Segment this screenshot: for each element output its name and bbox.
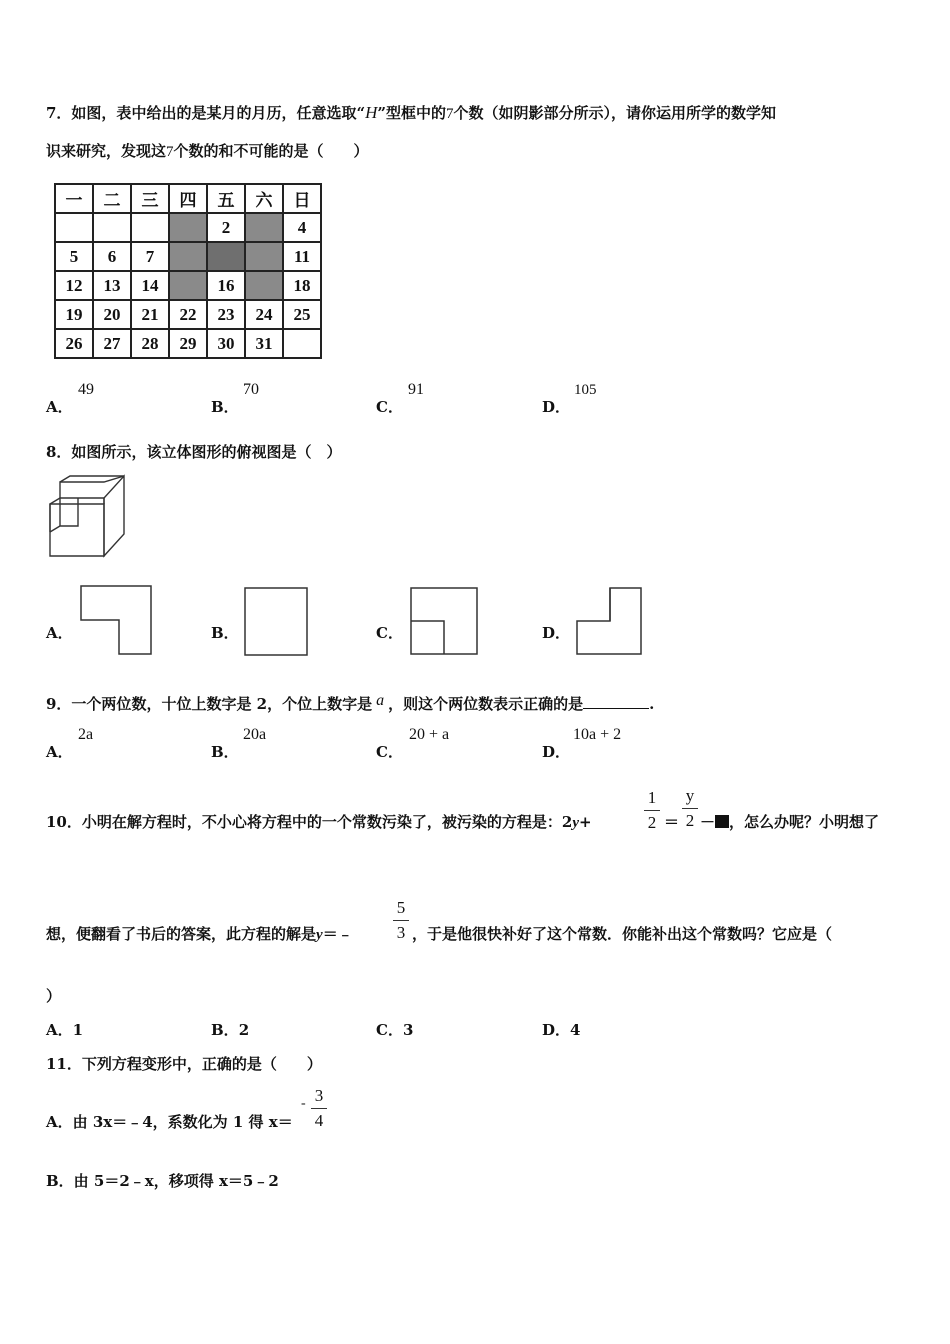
calendar-cell: 20 — [93, 300, 131, 329]
calendar-cell: 22 — [169, 300, 207, 329]
q11-option-b: B．由 5＝2﹣x，移项得 x＝5﹣2 — [46, 1172, 279, 1190]
q9-option-a-value: 2a — [78, 726, 94, 743]
calendar-cell: 12 — [55, 271, 93, 300]
calendar-row — [55, 213, 321, 242]
calendar-header: 日 — [283, 184, 321, 213]
calendar-header: 五 — [207, 184, 245, 213]
q9-option-c-label: C． — [376, 743, 403, 761]
q10-line1: 10．小明在解方程时，不小心将方程中的一个常数污染了，被污染的方程是：2y+ — [46, 813, 592, 831]
calendar-cell-shaded — [245, 213, 283, 242]
q7-line1: 7．如图，表中给出的是某月的月历，任意选取“H”型框中的7个数（如阴影部分所示），请你运用所学的数学知 — [46, 103, 777, 122]
q11-option-a: A．由 3x＝﹣4，系数化为 1 得 x＝ — [46, 1113, 293, 1131]
calendar-cell: 16 — [207, 271, 245, 300]
calendar-cell: 24 — [245, 300, 283, 329]
solid-figure-diagram — [48, 474, 128, 558]
fraction-five-thirds: 5 3 — [393, 898, 409, 943]
q10-option-b: B．2 — [211, 1021, 250, 1039]
answer-blank — [583, 696, 649, 709]
q9-option-c-value: 20 + a — [409, 726, 450, 743]
calendar-cell: 25 — [283, 300, 321, 329]
q8-option-a-figure — [80, 585, 152, 655]
calendar-cell — [93, 213, 131, 242]
calendar-table — [54, 183, 322, 359]
q8-option-d-figure — [576, 587, 642, 655]
calendar-cell: 31 — [245, 329, 283, 358]
fraction-y-half: y 2 — [682, 786, 698, 831]
q9-option-d-value: 10a + 2 — [573, 726, 622, 743]
q7-option-a-label: A． — [46, 398, 73, 416]
calendar-cell: 6 — [93, 242, 131, 271]
calendar-row — [55, 271, 321, 300]
calendar-cell: 27 — [93, 329, 131, 358]
fraction-one-half: 1 2 — [644, 788, 660, 833]
q8-option-c-label: C． — [376, 624, 403, 642]
q10-equals: ＝ — [664, 813, 680, 831]
calendar-cell: 11 — [283, 242, 321, 271]
calendar-cell-shaded — [169, 271, 207, 300]
q10-option-d: D．4 — [542, 1021, 581, 1039]
q7-line2: 识来研究，发现这7个数的和不可能的是（ ） — [46, 142, 369, 160]
q8-option-c-figure — [410, 587, 478, 655]
calendar-cell: 14 — [131, 271, 169, 300]
q10-line2-end: ，于是他很快补好了这个常数．你能补出这个常数吗？它应是（ — [412, 925, 833, 943]
q10-line3: ） — [46, 987, 62, 1005]
calendar-cell-shaded — [207, 242, 245, 271]
fraction-three-quarters: 3 4 — [311, 1086, 327, 1131]
q8-text: 8．如图所示，该立体图形的俯视图是（ ） — [46, 443, 342, 461]
calendar-cell: 28 — [131, 329, 169, 358]
q8-option-b-figure — [244, 587, 308, 657]
calendar-cell: 26 — [55, 329, 93, 358]
calendar-cell — [55, 213, 93, 242]
q10-option-c: C．3 — [376, 1021, 414, 1039]
calendar-header: 二 — [93, 184, 131, 213]
q9-option-a-label: A． — [46, 743, 73, 761]
calendar-row — [55, 300, 321, 329]
q11-option-a-minus: - — [301, 1096, 306, 1111]
q10-option-a: A．1 — [46, 1021, 84, 1039]
q11-text: 11．下列方程变形中，正确的是（ ） — [46, 1055, 322, 1073]
calendar-cell-shaded — [245, 242, 283, 271]
calendar-cell: 30 — [207, 329, 245, 358]
calendar-cell-shaded — [169, 213, 207, 242]
q7-option-b-value: 70 — [243, 381, 259, 398]
calendar-cell: 5 — [55, 242, 93, 271]
calendar-cell: 29 — [169, 329, 207, 358]
calendar-cell-shaded — [169, 242, 207, 271]
q7-option-c-value: 91 — [408, 381, 424, 398]
q10-line1-end: － ，怎么办呢？小明想了 — [700, 813, 880, 831]
q7-option-d-value: 105 — [574, 382, 597, 398]
calendar-cell-shaded — [245, 271, 283, 300]
q9-text: 9．一个两位数，十位上数字是 2，个位上数字是 a ，则这个两位数表示正确的是 . — [46, 692, 655, 713]
calendar-header: 四 — [169, 184, 207, 213]
calendar-cell: 18 — [283, 271, 321, 300]
calendar-row — [55, 242, 321, 271]
calendar-header: 六 — [245, 184, 283, 213]
q7-option-a-value: 49 — [78, 381, 94, 398]
calendar-header-row — [55, 184, 321, 213]
q7-option-b-label: B． — [211, 398, 239, 416]
calendar-cell — [283, 329, 321, 358]
q7-option-d-label: D． — [542, 398, 571, 416]
calendar-cell: 4 — [283, 213, 321, 242]
q8-option-a-label: A． — [46, 624, 73, 642]
calendar-cell: 23 — [207, 300, 245, 329]
calendar-cell — [131, 213, 169, 242]
calendar-cell: 13 — [93, 271, 131, 300]
calendar-cell: 2 — [207, 213, 245, 242]
calendar-cell: 21 — [131, 300, 169, 329]
q9-option-b-value: 20a — [243, 726, 267, 743]
q9-option-d-label: D． — [542, 743, 571, 761]
q10-line2: 想，便翻看了书后的答案，此方程的解是y＝﹣ — [46, 925, 353, 943]
q7-option-c-label: C． — [376, 398, 403, 416]
q8-option-d-label: D． — [542, 624, 571, 642]
q8-option-b-label: B． — [211, 624, 239, 642]
calendar-row — [55, 329, 321, 358]
calendar-header: 三 — [131, 184, 169, 213]
ink-blot-icon — [715, 815, 729, 828]
calendar-header: 一 — [55, 184, 93, 213]
q9-option-b-label: B． — [211, 743, 239, 761]
calendar-cell: 19 — [55, 300, 93, 329]
calendar-cell: 7 — [131, 242, 169, 271]
